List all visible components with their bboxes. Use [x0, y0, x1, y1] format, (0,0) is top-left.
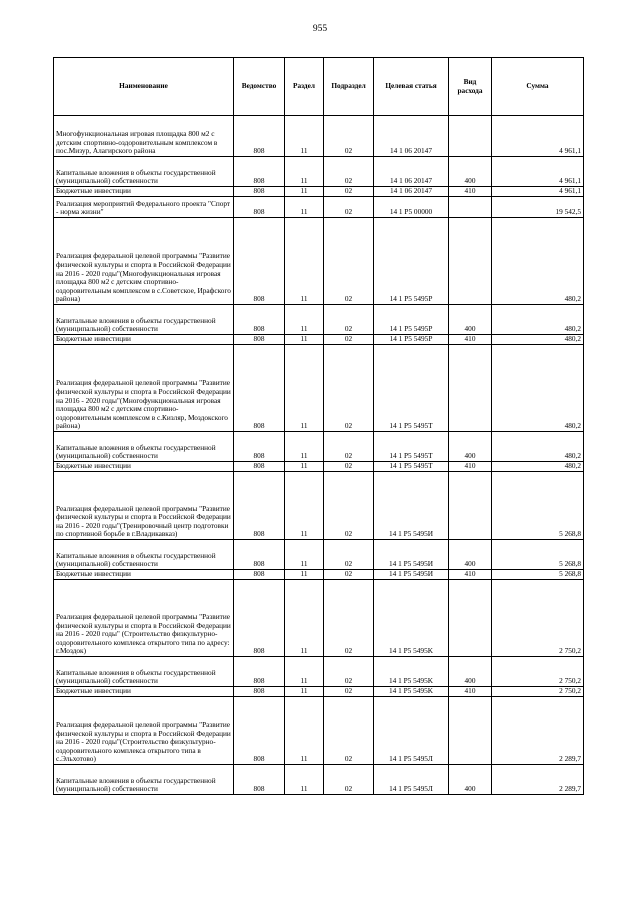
header-department: Ведомство [234, 58, 285, 116]
cell-target: 14 1 P5 5495P [374, 218, 449, 305]
cell-section: 11 [285, 687, 324, 697]
cell-amount: 480,2 [492, 335, 584, 345]
cell-amount: 4 961,1 [492, 187, 584, 197]
table-row [54, 116, 584, 157]
cell-amount: 480,2 [492, 345, 584, 432]
cell-expense-type: 410 [449, 570, 492, 580]
table-row [54, 345, 584, 432]
cell-section: 11 [285, 472, 324, 540]
cell-target: 14 1 P5 00000 [374, 197, 449, 218]
cell-expense-type: 410 [449, 335, 492, 345]
cell-amount: 4 961,1 [492, 157, 584, 187]
cell-department: 808 [234, 305, 285, 335]
cell-department: 808 [234, 540, 285, 570]
cell-amount: 2 750,2 [492, 580, 584, 657]
cell-department: 808 [234, 462, 285, 472]
table-row [54, 570, 584, 580]
cell-department: 808 [234, 157, 285, 187]
table-row [54, 218, 584, 305]
cell-amount: 4 961,1 [492, 116, 584, 157]
table-row [54, 187, 584, 197]
table-row [54, 472, 584, 540]
cell-section: 11 [285, 462, 324, 472]
cell-name: Капитальные вложения в объекты государственной (муниципальной) собственности [54, 432, 234, 462]
cell-expense-type: 400 [449, 540, 492, 570]
cell-department: 808 [234, 657, 285, 687]
cell-section: 11 [285, 570, 324, 580]
header-section: Раздел [285, 58, 324, 116]
cell-expense-type [449, 197, 492, 218]
cell-subsection: 02 [324, 116, 374, 157]
cell-subsection: 02 [324, 687, 374, 697]
cell-department: 808 [234, 580, 285, 657]
table-row [54, 765, 584, 795]
header-target: Целевая статья [374, 58, 449, 116]
cell-amount: 5 268,8 [492, 472, 584, 540]
cell-subsection: 02 [324, 157, 374, 187]
cell-expense-type: 410 [449, 462, 492, 472]
cell-target: 14 1 P5 5495T [374, 345, 449, 432]
cell-name: Бюджетные инвестиции [54, 335, 234, 345]
cell-amount: 2 289,7 [492, 697, 584, 765]
cell-section: 11 [285, 197, 324, 218]
table-row [54, 157, 584, 187]
table-row [54, 697, 584, 765]
cell-section: 11 [285, 116, 324, 157]
cell-subsection: 02 [324, 540, 374, 570]
table-row [54, 540, 584, 570]
cell-amount: 2 289,7 [492, 765, 584, 795]
cell-amount: 480,2 [492, 432, 584, 462]
table-row [54, 432, 584, 462]
cell-expense-type: 400 [449, 657, 492, 687]
cell-amount: 19 542,5 [492, 197, 584, 218]
cell-subsection: 02 [324, 432, 374, 462]
cell-amount: 2 750,2 [492, 657, 584, 687]
cell-name: Бюджетные инвестиции [54, 570, 234, 580]
header-subsection: Подраздел [324, 58, 374, 116]
cell-target: 14 1 06 20147 [374, 116, 449, 157]
cell-department: 808 [234, 570, 285, 580]
cell-section: 11 [285, 657, 324, 687]
cell-subsection: 02 [324, 305, 374, 335]
cell-amount: 2 750,2 [492, 687, 584, 697]
cell-department: 808 [234, 218, 285, 305]
cell-expense-type [449, 472, 492, 540]
cell-department: 808 [234, 765, 285, 795]
cell-expense-type [449, 218, 492, 305]
header-expense-type: Вид расхода [449, 58, 492, 116]
cell-subsection: 02 [324, 197, 374, 218]
cell-department: 808 [234, 335, 285, 345]
cell-subsection: 02 [324, 335, 374, 345]
cell-target: 14 1 06 20147 [374, 157, 449, 187]
cell-name: Бюджетные инвестиции [54, 687, 234, 697]
cell-target: 14 1 P5 5495И [374, 472, 449, 540]
table-row [54, 335, 584, 345]
cell-section: 11 [285, 218, 324, 305]
cell-name: Бюджетные инвестиции [54, 462, 234, 472]
cell-name: Реализация федеральной целевой программы "Развитие физической культуры и спорта в Российской Федерации на 2016 - 2020 годы" (Строительство физкультурно-оздоровительного комплекса открытого типа по адресу: г.Моздок) [54, 580, 234, 657]
cell-expense-type: 410 [449, 187, 492, 197]
cell-target: 14 1 P5 5495P [374, 335, 449, 345]
cell-target: 14 1 P5 5495K [374, 687, 449, 697]
cell-department: 808 [234, 197, 285, 218]
cell-subsection: 02 [324, 657, 374, 687]
cell-name: Реализация федеральной целевой программы "Развитие физической культуры и спорта в Российской Федерации на 2016 - 2020 годы"(Многофункциональная игровая площадка 800 м2 с детским спортивно-оздоровительным комплексом в с.Советское, Ирафского района) [54, 218, 234, 305]
header-name: Наименование [54, 58, 234, 116]
page-number: 955 [312, 24, 328, 34]
cell-target: 14 1 P5 5495Л [374, 765, 449, 795]
cell-target: 14 1 P5 5495T [374, 462, 449, 472]
cell-subsection: 02 [324, 570, 374, 580]
cell-subsection: 02 [324, 345, 374, 432]
cell-section: 11 [285, 697, 324, 765]
cell-expense-type [449, 116, 492, 157]
cell-expense-type: 400 [449, 765, 492, 795]
cell-target: 14 1 P5 5495K [374, 580, 449, 657]
cell-amount: 5 268,8 [492, 570, 584, 580]
cell-expense-type [449, 697, 492, 765]
cell-name: Многофункциональная игровая площадка 800 м2 с детским спортивно-оздоровительным комплексом в пос.Мизур, Алагирского района [54, 116, 234, 157]
cell-target: 14 1 P5 5495K [374, 657, 449, 687]
cell-department: 808 [234, 687, 285, 697]
table-row [54, 462, 584, 472]
cell-name: Капитальные вложения в объекты государственной (муниципальной) собственности [54, 157, 234, 187]
cell-department: 808 [234, 432, 285, 462]
cell-name: Реализация федеральной целевой программы "Развитие физической культуры и спорта в Российской Федерации на 2016 - 2020 годы"(Строительство физкультурно-оздоровительного комплекса открытого типа в с.Эльхотово) [54, 697, 234, 765]
table-row [54, 197, 584, 218]
cell-department: 808 [234, 345, 285, 432]
cell-name: Бюджетные инвестиции [54, 187, 234, 197]
table-header-row [54, 58, 584, 116]
cell-name: Реализация федеральной целевой программы "Развитие физической культуры и спорта в Российской Федерации на 2016 - 2020 годы"(Тренировочный центр подготовки по спортивной борьбе в г.Владикавказ) [54, 472, 234, 540]
table-row [54, 687, 584, 697]
cell-expense-type: 410 [449, 687, 492, 697]
table-row [54, 580, 584, 657]
cell-name: Реализация федеральной целевой программы "Развитие физической культуры и спорта в Российской Федерации на 2016 - 2020 годы"(Многофункциональная игровая площадка 800 м2 с детским спортивно-оздоровительным комплексом в с.Кизляр, Моздокского района) [54, 345, 234, 432]
cell-section: 11 [285, 335, 324, 345]
cell-section: 11 [285, 580, 324, 657]
cell-amount: 480,2 [492, 462, 584, 472]
cell-target: 14 1 P5 5495И [374, 570, 449, 580]
cell-expense-type: 400 [449, 157, 492, 187]
cell-department: 808 [234, 697, 285, 765]
cell-name: Реализация мероприятий Федерального проекта "Спорт - норма жизни" [54, 197, 234, 218]
cell-department: 808 [234, 116, 285, 157]
cell-expense-type [449, 580, 492, 657]
cell-name: Капитальные вложения в объекты государственной (муниципальной) собственности [54, 765, 234, 795]
cell-subsection: 02 [324, 765, 374, 795]
cell-name: Капитальные вложения в объекты государственной (муниципальной) собственности [54, 305, 234, 335]
cell-section: 11 [285, 187, 324, 197]
cell-expense-type: 400 [449, 432, 492, 462]
budget-table [53, 57, 584, 795]
cell-target: 14 1 P5 5495Л [374, 697, 449, 765]
cell-subsection: 02 [324, 472, 374, 540]
cell-subsection: 02 [324, 187, 374, 197]
cell-expense-type [449, 345, 492, 432]
cell-section: 11 [285, 157, 324, 187]
cell-expense-type: 400 [449, 305, 492, 335]
cell-subsection: 02 [324, 697, 374, 765]
cell-target: 14 1 06 20147 [374, 187, 449, 197]
cell-amount: 480,2 [492, 218, 584, 305]
cell-section: 11 [285, 765, 324, 795]
cell-subsection: 02 [324, 580, 374, 657]
cell-department: 808 [234, 187, 285, 197]
cell-section: 11 [285, 540, 324, 570]
cell-department: 808 [234, 472, 285, 540]
cell-subsection: 02 [324, 218, 374, 305]
cell-amount: 480,2 [492, 305, 584, 335]
cell-amount: 5 268,8 [492, 540, 584, 570]
cell-name: Капитальные вложения в объекты государственной (муниципальной) собственности [54, 657, 234, 687]
header-amount: Сумма [492, 58, 584, 116]
cell-name: Капитальные вложения в объекты государственной (муниципальной) собственности [54, 540, 234, 570]
cell-target: 14 1 P5 5495И [374, 540, 449, 570]
cell-subsection: 02 [324, 462, 374, 472]
cell-target: 14 1 P5 5495P [374, 305, 449, 335]
cell-section: 11 [285, 432, 324, 462]
cell-section: 11 [285, 345, 324, 432]
cell-section: 11 [285, 305, 324, 335]
table-row [54, 305, 584, 335]
table-row [54, 657, 584, 687]
cell-target: 14 1 P5 5495T [374, 432, 449, 462]
